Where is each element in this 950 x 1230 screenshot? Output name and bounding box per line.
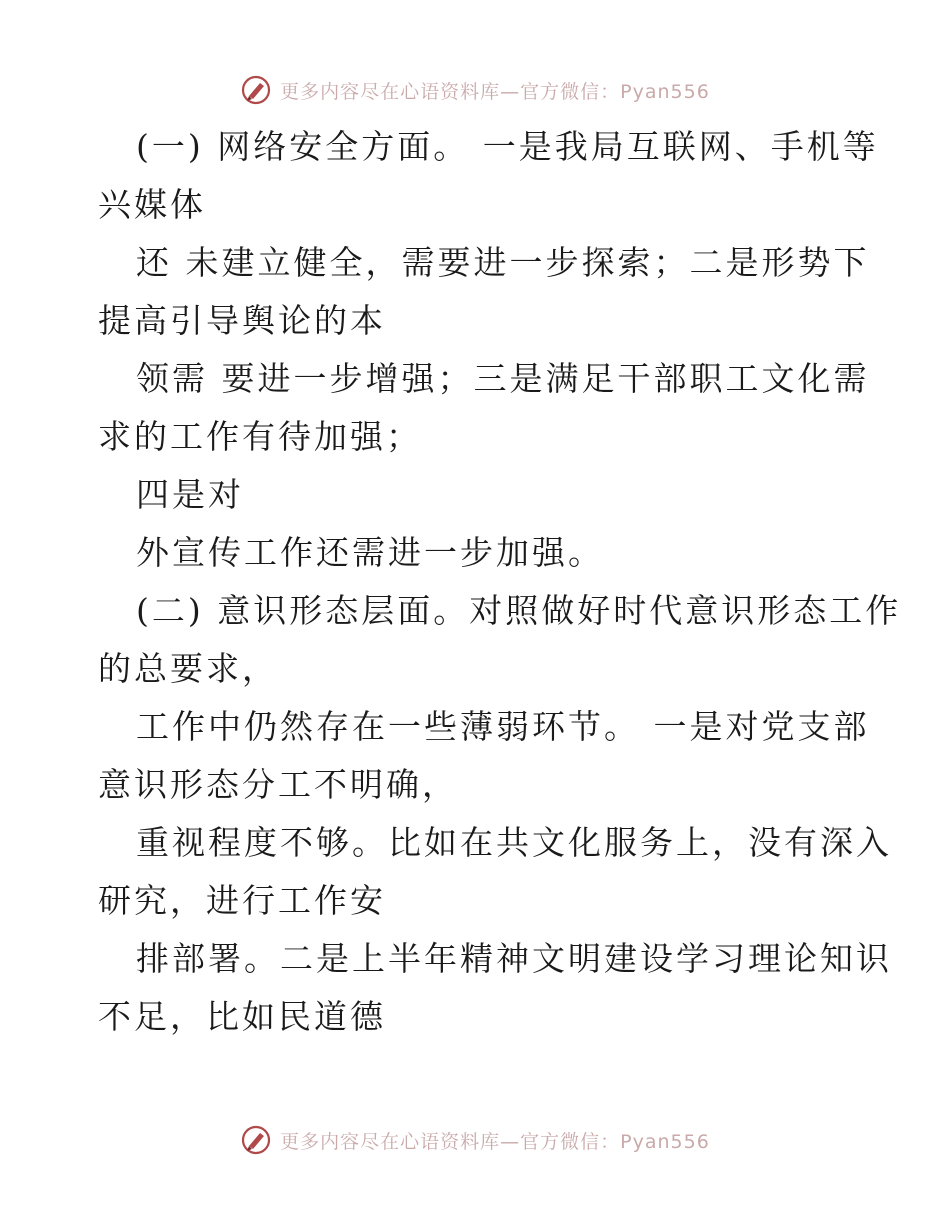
paragraph-line: 研究，进行工作安	[98, 881, 386, 920]
watermark-text: 更多内容尽在心语资料库—官方微信：Pyan556	[280, 1130, 710, 1153]
paragraph-line: 提高引导舆论的本	[98, 301, 386, 340]
paragraph-line: 工作中仍然存在一些薄弱环节。 一是对党支部	[136, 707, 870, 746]
paragraph-line: (一) 网络安全方面。 一是我局互联网、手机等	[136, 127, 879, 166]
header-watermark	[0, 70, 950, 110]
paragraph-line: 外宣传工作还需进一步加强。	[136, 533, 604, 572]
pen-seal-icon	[240, 1124, 272, 1156]
footer-watermark	[0, 1120, 950, 1160]
paragraph-line: 不足，比如民道德	[98, 997, 386, 1036]
paragraph-line: 意识形态分工不明确，	[98, 765, 458, 804]
paragraph-line: 兴媒体	[98, 185, 206, 224]
paragraph-line: 排部署。二是上半年精神文明建设学习理论知识	[136, 939, 892, 978]
paragraph-line: (二) 意识形态层面。对照做好时代意识形态工作	[136, 591, 902, 630]
watermark-text: 更多内容尽在心语资料库—官方微信：Pyan556	[280, 80, 710, 103]
paragraph-line: 还 未建立健全，需要进一步探索；二是形势下	[136, 243, 870, 282]
paragraph-line: 的总要求，	[98, 649, 278, 688]
paragraph-line: 四是对	[136, 475, 244, 514]
paragraph-line: 领需 要进一步增强；三是满足干部职工文化需	[136, 359, 870, 398]
paragraph-line: 重视程度不够。比如在共文化服务上，没有深入	[136, 823, 892, 862]
paragraph-line: 求的工作有待加强；	[98, 417, 422, 456]
pen-seal-icon	[240, 74, 272, 106]
document-body	[98, 118, 902, 1046]
